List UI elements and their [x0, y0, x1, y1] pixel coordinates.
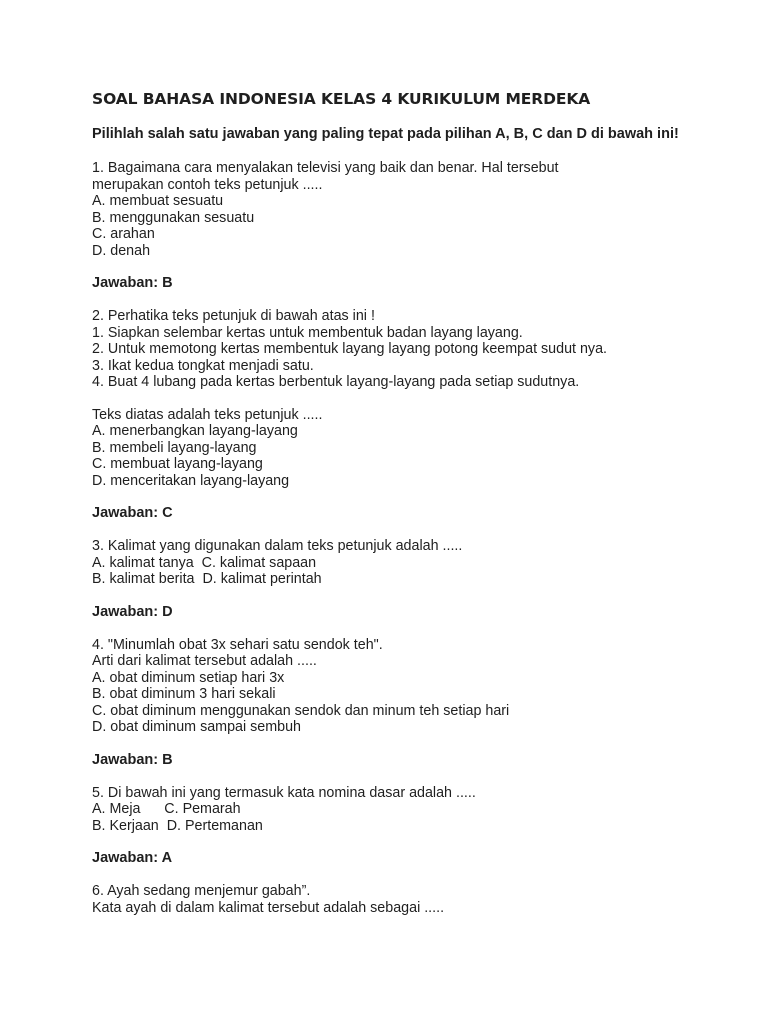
- question-text: merupakan contoh teks petunjuk .....: [92, 176, 323, 193]
- option-b: B. obat diminum 3 hari sekali: [92, 686, 276, 702]
- question-text: Arti dari kalimat tersebut adalah .....: [92, 653, 317, 669]
- option-a: A. membuat sesuatu: [92, 193, 224, 209]
- option-a: A. obat diminum setiap hari 3x: [92, 669, 285, 686]
- question-text: 4. "Minumlah obat 3x sehari satu sendok teh".: [92, 636, 383, 653]
- instruction-text: Pilihlah salah satu jawaban yang paling tepat pada pilihan A, B, C dan D di bawah ini!: [92, 126, 679, 142]
- option-c: C. obat diminum menggunakan sendok dan minum teh setiap hari: [92, 702, 510, 719]
- option-b: B. membeli layang-layang: [92, 439, 257, 456]
- instruction-step: 1. Siapkan selembar kertas untuk membentuk badan layang layang.: [92, 324, 523, 341]
- instruction-step: 4. Buat 4 lubang pada kertas berbentuk layang-layang pada setiap sudutnya.: [92, 374, 580, 390]
- question-6: [92, 883, 692, 916]
- question-text: 5. Di bawah ini yang termasuk kata nomina dasar adalah .....: [92, 784, 476, 801]
- question-text: Teks diatas adalah teks petunjuk .....: [92, 406, 323, 423]
- document-page: [92, 88, 692, 916]
- question-text: 3. Kalimat yang digunakan dalam teks petunjuk adalah .....: [92, 538, 463, 554]
- option-row: B. Kerjaan D. Pertemanan: [92, 817, 263, 834]
- answer-2: Jawaban: C: [92, 505, 173, 521]
- question-5: [92, 785, 692, 835]
- option-d: D. menceritakan layang-layang: [92, 472, 290, 489]
- option-d: D. obat diminum sampai sembuh: [92, 719, 301, 735]
- option-row: B. kalimat berita D. kalimat perintah: [92, 571, 322, 587]
- question-2: [92, 308, 692, 489]
- question-text: 2. Perhatika teks petunjuk di bawah atas ini !: [92, 308, 375, 324]
- answer-1: Jawaban: B: [92, 275, 173, 291]
- page-title: SOAL BAHASA INDONESIA KELAS 4 KURIKULUM MERDEKA: [92, 90, 591, 108]
- option-row: A. Meja C. Pemarah: [92, 801, 241, 817]
- spacer: [92, 391, 692, 407]
- option-a: A. menerbangkan layang-layang: [92, 423, 298, 439]
- option-b: B. menggunakan sesuatu: [92, 209, 255, 226]
- instruction-step: 2. Untuk memotong kertas membentuk layang layang potong keempat sudut nya.: [92, 341, 607, 357]
- question-text: Kata ayah di dalam kalimat tersebut adalah sebagai .....: [92, 899, 445, 916]
- question-text: 6. Ayah sedang menjemur gabah”.: [92, 883, 311, 899]
- answer-5: Jawaban: A: [92, 850, 173, 866]
- question-1: [92, 160, 692, 259]
- option-c: C. membuat layang-layang: [92, 456, 263, 472]
- instruction-step: 3. Ikat kedua tongkat menjadi satu.: [92, 357, 314, 374]
- answer-4: Jawaban: B: [92, 751, 173, 768]
- option-row: A. kalimat tanya C. kalimat sapaan: [92, 554, 317, 571]
- answer-3: Jawaban: D: [92, 603, 173, 620]
- question-3: [92, 538, 692, 588]
- option-c: C. arahan: [92, 226, 155, 242]
- question-4: [92, 637, 692, 736]
- question-text: 1. Bagaimana cara menyalakan televisi yang baik dan benar. Hal tersebut: [92, 160, 559, 176]
- option-d: D. denah: [92, 242, 151, 259]
